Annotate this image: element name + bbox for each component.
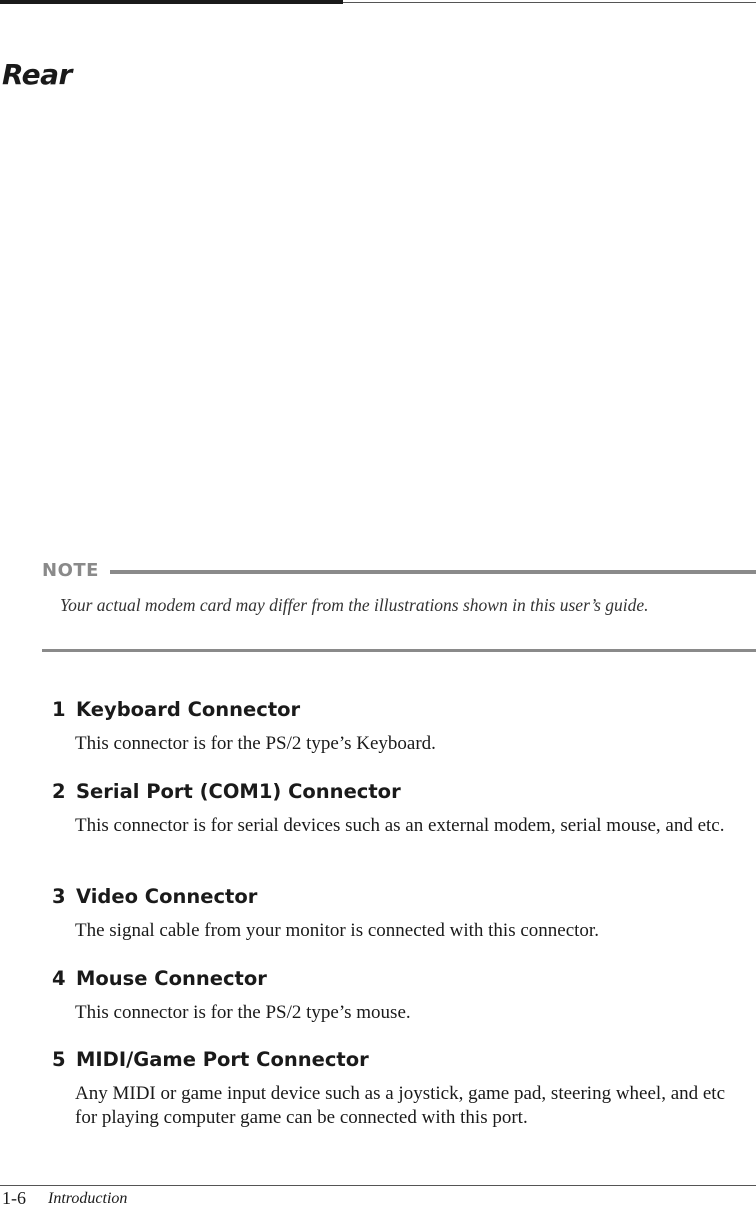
item-heading — [52, 1048, 369, 1071]
item-description: This connector is for serial devices such as an external modem, serial mouse, and etc. — [75, 815, 725, 836]
item-title: Serial Port (COM1) Connector — [76, 780, 401, 803]
item-title: MIDI/Game Port Connector — [76, 1048, 369, 1071]
section-title: Rear — [2, 58, 72, 91]
item-number: 4 — [52, 967, 66, 990]
item-number: 2 — [52, 780, 66, 803]
item-description: Any MIDI or game input device such as a joystick, game pad, steering wheel, and etc for playing computer game can be connected with this port. — [75, 1083, 726, 1128]
item-title: Video Connector — [76, 885, 258, 908]
item-heading — [52, 780, 401, 803]
note-bottom-rule — [42, 649, 756, 652]
footer-rule — [0, 1185, 756, 1186]
item-number: 5 — [52, 1048, 66, 1071]
item-title: Mouse Connector — [76, 967, 267, 990]
note-top-rule — [110, 570, 756, 574]
item-number: 3 — [52, 885, 66, 908]
item-description: The signal cable from your monitor is connected with this connector. — [75, 920, 599, 941]
item-description: This connector is for the PS/2 type’s Keyboard. — [75, 733, 436, 754]
item-title: Keyboard Connector — [76, 698, 301, 721]
item-description: This connector is for the PS/2 type’s mouse. — [75, 1002, 411, 1023]
header-rule-thick — [0, 0, 343, 4]
footer-section-title: Introduction — [48, 1190, 128, 1207]
item-heading — [52, 698, 300, 721]
item-heading — [52, 967, 267, 990]
header-rule-thin — [343, 2, 756, 3]
item-heading — [52, 885, 257, 908]
note-text: Your actual modem card may differ from the illustrations shown in this user’s guide. — [60, 595, 649, 615]
page-number: 1-6 — [2, 1188, 26, 1208]
item-number: 1 — [52, 698, 66, 721]
note-label: NOTE — [42, 560, 99, 581]
